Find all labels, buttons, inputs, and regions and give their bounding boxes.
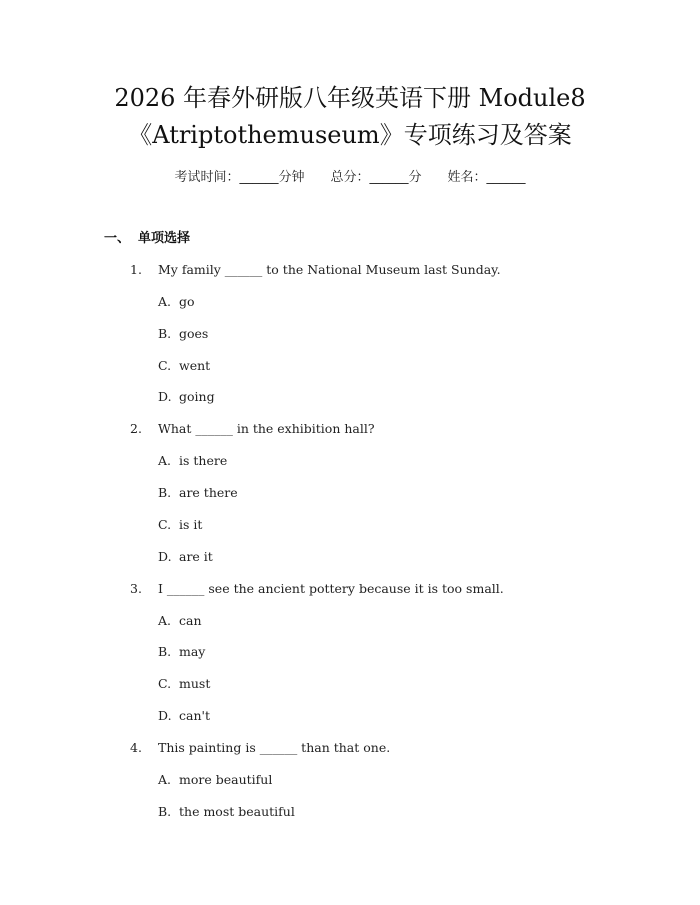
- option-text: are there: [179, 485, 238, 500]
- option-letter: D.: [158, 549, 172, 564]
- option-letter: C.: [158, 517, 172, 532]
- question-text: My family ______ to the National Museum last Sunday.: [158, 262, 501, 277]
- option-text: is it: [179, 517, 203, 532]
- total-score-field: 总分：______分: [330, 170, 422, 185]
- question-number: 2.: [130, 421, 142, 436]
- option-letter: A.: [158, 294, 172, 309]
- option-letter: A.: [158, 613, 172, 628]
- option-letter: A.: [158, 453, 172, 468]
- section-heading: [104, 230, 190, 248]
- option-letter: A.: [158, 772, 172, 787]
- option-4a: [158, 771, 272, 789]
- option-text: may: [179, 644, 206, 659]
- question-number: 4.: [130, 740, 142, 755]
- option-text: more beautiful: [179, 772, 273, 787]
- option-text: are it: [179, 549, 213, 564]
- exam-time-field: 考试时间：______分钟: [174, 170, 305, 185]
- option-3c: [158, 675, 210, 693]
- option-3a: [158, 612, 202, 630]
- section-number: 一、: [104, 231, 131, 246]
- option-1c: [158, 357, 210, 375]
- document-title-line-2: 《Atriptothemuseum》专项练习及答案: [128, 121, 572, 149]
- option-text: the most beautiful: [179, 804, 295, 819]
- option-3d: [158, 707, 210, 725]
- option-letter: C.: [158, 358, 172, 373]
- question-number: 1.: [130, 262, 142, 277]
- option-text: must: [179, 676, 211, 691]
- section-title: 单项选择: [138, 231, 191, 246]
- option-letter: D.: [158, 389, 172, 404]
- option-text: go: [179, 294, 195, 309]
- exam-info-line: [0, 169, 700, 187]
- option-4b: [158, 803, 295, 821]
- option-letter: C.: [158, 676, 172, 691]
- option-text: goes: [179, 326, 209, 341]
- option-2d: [158, 548, 213, 566]
- option-letter: B.: [158, 804, 172, 819]
- option-1b: [158, 325, 208, 343]
- option-letter: B.: [158, 644, 172, 659]
- option-1d: [158, 388, 215, 406]
- option-2b: [158, 484, 238, 502]
- question-text: I ______ see the ancient pottery because it is too small.: [158, 581, 504, 596]
- option-text: can't: [179, 708, 210, 723]
- student-name-field: 姓名：______: [447, 170, 526, 185]
- question-text: This painting is ______ than that one.: [158, 740, 391, 755]
- option-1a: [158, 293, 195, 311]
- option-text: went: [179, 358, 211, 373]
- option-text: is there: [179, 453, 228, 468]
- option-2a: [158, 452, 227, 470]
- option-text: can: [179, 613, 202, 628]
- option-text: going: [179, 389, 215, 404]
- option-letter: B.: [158, 485, 172, 500]
- option-letter: B.: [158, 326, 172, 341]
- question-text: What ______ in the exhibition hall?: [158, 421, 375, 436]
- option-letter: D.: [158, 708, 172, 723]
- option-2c: [158, 516, 202, 534]
- question-number: 3.: [130, 581, 142, 596]
- document-title-line-1: 2026 年春外研版八年级英语下册 Module8: [114, 84, 586, 112]
- option-3b: [158, 643, 205, 661]
